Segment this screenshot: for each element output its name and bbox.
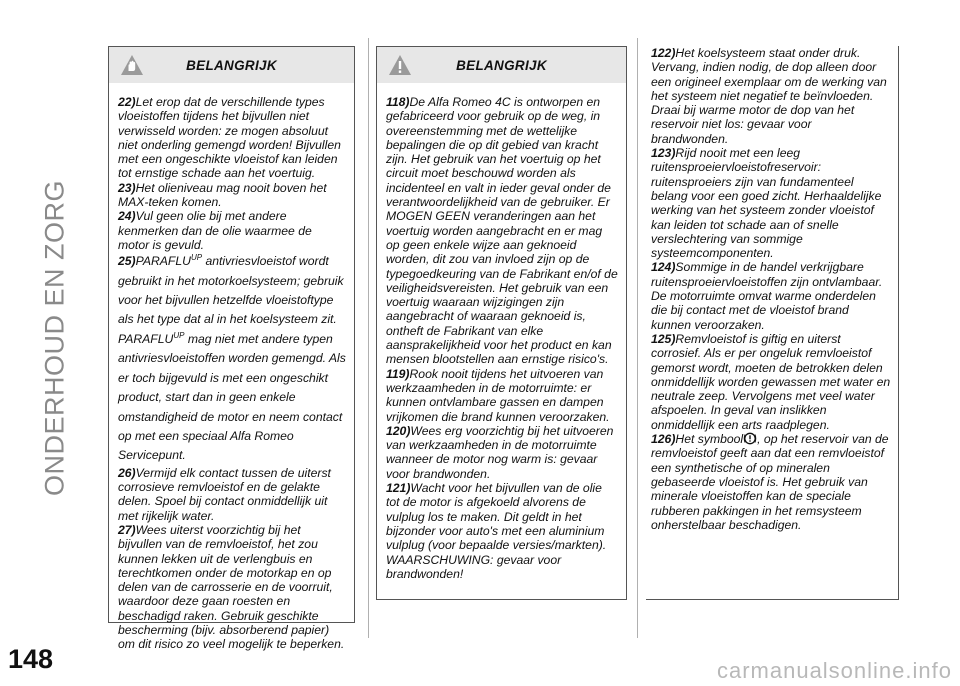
warning-box-2-continuation xyxy=(646,46,899,600)
note-118: 118)De Alfa Romeo 4C is ontworpen en gefabriceerd voor gebruik op de weg, in overeenstemming met de wettelijke bepalingen die op dit gebied van kracht zijn. Het gebruik van het voertuig op het circuit moet beschouwd worden als incidenteel en valt in ieder geval onder de verantwoordelijkheid van de gebruiker. Er MOGEN GEEN veranderingen aan het voertuig worden aangebracht en er mag op geen enkele wijze aan geknoeid worden, dit zou van invloed zijn op de typegoedkeuring van de Fabrikant en/of de veiligheidsvereisten. Het gebruik van een voertuig waaraan wijzigingen zijn aangebracht of waaraan geknoeid is, ontheft de Fabrikant van elke aansprakelijkheid voor het product en kan mensen blootstellen aan ernstige risico's. xyxy=(386,95,618,367)
section-side-title: ONDERHOUD EN ZORG xyxy=(39,179,70,497)
note-26: 26)Vermijd elk contact tussen de uiterst corrosieve remvloeistof en de gelakte delen. Spoel bij contact onmiddellijk uit met rijkelijk water. xyxy=(118,465,331,523)
hand-icon xyxy=(120,54,144,76)
column-divider-left xyxy=(368,38,369,638)
warning-triangle-icon xyxy=(388,54,412,76)
warning-box-1-header xyxy=(109,47,354,83)
continuation-content xyxy=(646,46,898,532)
note-122: 122)Het koelsysteem staat onder druk. Vervang, indien nodig, de dop alleen door een origineel exemplaar om de werking van het systeem niet negatief te beïnvloeden. Draai bij warme motor de dop van het reservoir niet los: gevaar voor brandwonden. xyxy=(651,46,887,146)
note-121: 121)Wacht voor het bijvullen van de olie tot de motor is afgekoeld alvorens de vulplug los te maken. Dit geldt in het bijzonder voor auto's met een aluminium vulplug (voor bepaalde versies/markten). WAARSCHUWING: gevaar voor brandwonden! xyxy=(386,481,607,581)
warning-box-1-content xyxy=(109,83,354,658)
note-123: 123)Rijd nooit met een leeg ruitensproeiervloeistofreservoir: ruitensproeiers zijn van fundamenteel belang voor een goed zicht. Herhaaldelijke werking van het systeem zonder vloeistof kan leiden tot schade aan of snelle verslechtering van sommige systeemcomponenten. xyxy=(651,146,882,261)
note-120: 120)Wees erg voorzichtig bij het uitvoeren van werkzaamheden in de motorruimte wanneer de motor nog warm is: gevaar voor brandwonden. xyxy=(386,423,614,481)
note-27: 27)Wees uiterst voorzichtig bij het bijvullen van de remvloeistof, het zou kunnen lekken uit de verlengbuis en terechtkomen onder de motorkap en op delen van de carrosserie en de voorruit, waardoor deze gaan roesten en beschadigd raken. Gebruik geschikte bescherming (bijv. absorberend papier) om dit risico zo veel mogelijk te beperken. xyxy=(118,522,345,652)
watermark: carmanualsonline.info xyxy=(716,658,952,683)
note-22: 22)Let erop dat de verschillende types vloeistoffen tijdens het bijvullen niet verwisseld worden: ze mogen absoluut niet onderling gemengd worden! Bijvullen met een ongeschikte vloeistof kan leiden tot ernstige schade aan het voertuig. xyxy=(118,95,341,181)
note-126: 126)Het symbool , op het reservoir van de remvloeistof geeft aan dat een remvloeistof een synthetische of op mineralen gebaseerde vloeistof is. Het gebruik van minerale vloeistoffen kan de speciale rubberen pakkingen in het remsysteem onherstelbaar beschadigen. xyxy=(651,432,889,532)
warning-box-2-header xyxy=(377,47,626,83)
note-119: 119)Rook nooit tijdens het uitvoeren van werkzaamheden in de motorruimte: er kunnen ontvlambare gassen en dampen vrijkomen die brand kunnen veroorzaken. xyxy=(386,366,610,424)
warning-box-1-title: BELANGRIJK xyxy=(186,57,277,73)
warning-box-2-title: BELANGRIJK xyxy=(456,57,547,73)
note-125: 125)Remvloeistof is giftig en uiterst corrosief. Als er per ongeluk remvloeistof gemorst wordt, moeten de betrokken delen onmiddellijk worden gewassen met water en neutrale zeep. Vervolgens met veel water afspoelen. In geval van inslikken onmiddellijk een arts raadplegen. xyxy=(651,331,891,432)
warning-box-2 xyxy=(376,46,627,600)
column-divider-right xyxy=(637,38,638,638)
warning-box-2-content xyxy=(377,83,626,587)
note-23: 23)Het olieniveau mag nooit boven het MAX-teken komen. xyxy=(118,180,327,210)
note-25: $25)PARAFLU^{UP}$ antivriesvloeistof wordt gebruikt in het motorkoelsysteem; gebruik voor het bijvullen hetzelfde vloeistoftype als het type dat al in het koelsysteem zit. $PARAFLU^{UP}$ mag niet met andere typen antivriesvloeistoffen worden gemengd. Als er toch bijgevuld is met een ongeschikt product, start dan in geen enkele omstandigheid de motor en neem contact op met een speciaal Alfa Romeo Servicepunt. xyxy=(118,253,346,463)
note-24: 24)Vul geen olie bij met andere kenmerken dan de olie waarmee de motor is gevuld. xyxy=(118,209,312,252)
note-124: 124)Sommige in de handel verkrijgbare ruitensproeiervloeistoffen zijn ontvlambaar. De motorruimte omvat warme onderdelen die bij contact met de vloeistof brand kunnen veroorzaken. xyxy=(651,260,883,332)
warning-box-1 xyxy=(108,46,355,652)
brake-fluid-symbol-icon xyxy=(743,432,757,445)
page-number: 148 xyxy=(8,644,54,674)
